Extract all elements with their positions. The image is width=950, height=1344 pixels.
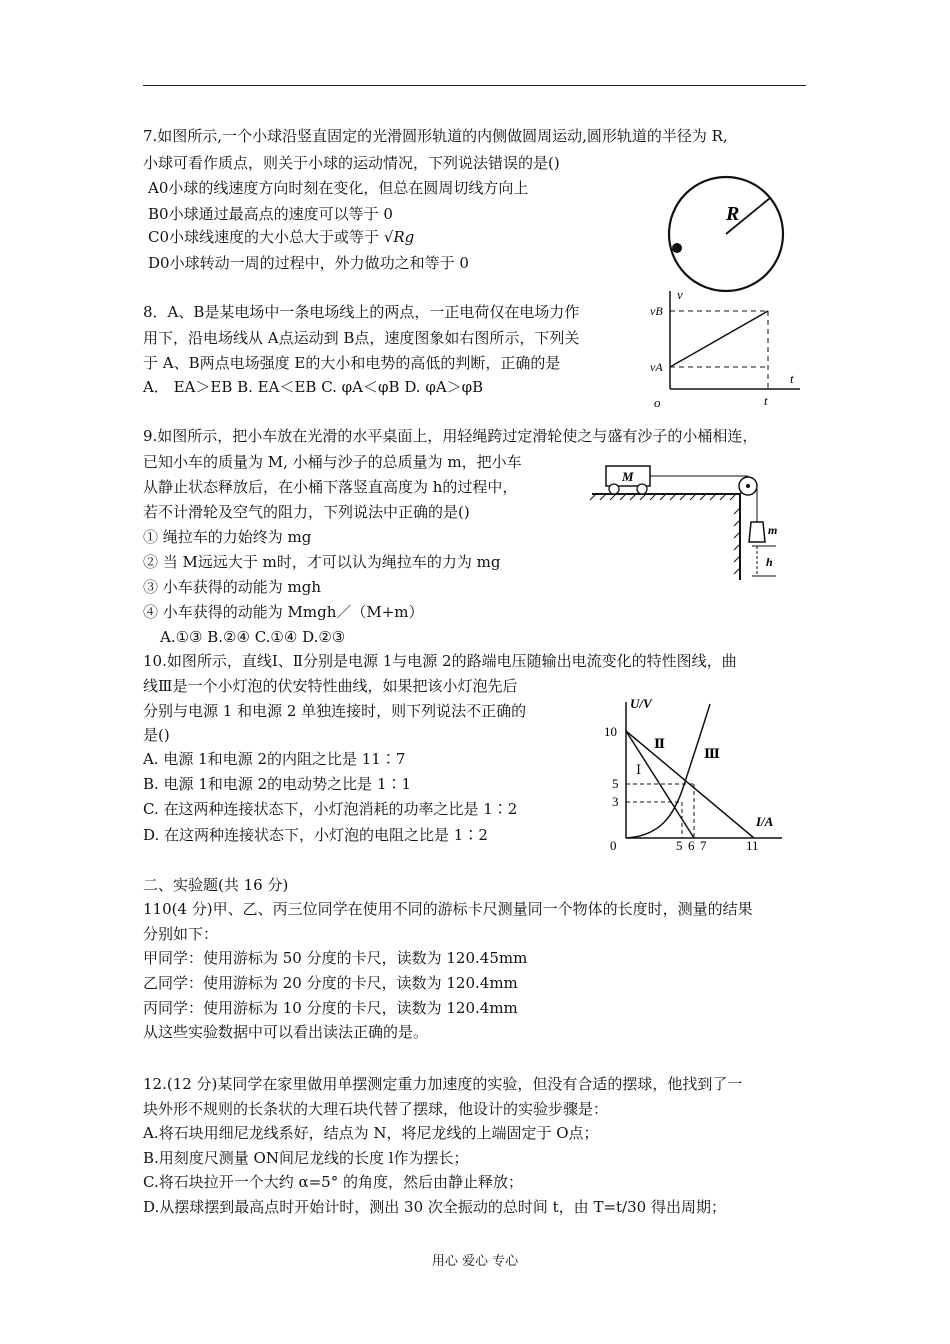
sand-bucket: [749, 522, 765, 542]
q7-stem-line1: 7.如图所示,一个小球沿竖直固定的光滑圆形轨道的内侧做圆周运动,圆形轨道的半径为 R,: [143, 127, 728, 145]
q10-option-a: A. 电源 1和电源 2的内阻之比是 11∶7: [143, 750, 406, 768]
q10-stem-line1: 10.如图所示，直线Ⅰ、Ⅱ分别是电源 1与电源 2的路端电压随输出电流变化的特性图线，曲: [143, 652, 737, 670]
q10-ui-graph: [600, 690, 790, 854]
q7-circle-figure: [664, 172, 788, 296]
vb-label: vB: [650, 304, 663, 318]
tick-u5: 5: [612, 776, 619, 791]
origin-label: 0: [610, 838, 617, 853]
t-value-label: t: [764, 393, 768, 408]
velocity-line: [670, 311, 768, 367]
q11-stem-line2: 分别如下：: [143, 925, 219, 943]
q8-stem-line2: 用下，沿电场线从 A点运动到 B点，速度图象如右图所示，下列关: [143, 329, 580, 347]
q11-student-b: 乙同学：使用游标为 20 分度的卡尺，读数为 120.4mm: [143, 974, 518, 992]
q7-stem-line2: 小球可看作质点，则关于小球的运动情况，下列说法错误的是(): [143, 154, 560, 172]
q9-cart-pulley-figure: [590, 458, 790, 588]
height-label: h: [766, 555, 773, 569]
q10-option-d: D. 在这两种连接状态下，小灯泡的电阻之比是 1∶2: [143, 826, 488, 844]
q9-stem-line1: 9.如图所示，把小车放在光滑的水平桌面上，用轻绳跨过定滑轮使之与盛有沙子的小桶相连，: [143, 427, 758, 445]
cart-wheel-left: [609, 484, 619, 494]
q7-option-c-sqrt: √Rg: [383, 228, 415, 246]
q7-option-a: A0小球的线速度方向时刻在变化，但总在圆周切线方向上: [148, 179, 529, 197]
q7-option-b: B0小球通过最高点的速度可以等于 0: [148, 205, 393, 223]
q7-option-c: C0小球线速度的大小总大于或等于: [148, 228, 380, 246]
tick-i7: 7: [700, 838, 707, 853]
i-axis-label: I/A: [756, 814, 774, 829]
label-II: Ⅱ: [654, 736, 665, 751]
q10-stem-line4: 是(): [143, 726, 170, 744]
radius-label: R: [726, 203, 740, 225]
q8-stem-line3: 于 A、B两点电场强度 E的大小和电势的高低的判断，正确的是: [143, 354, 561, 372]
page-footer: 用心 爱心 专心: [431, 1254, 519, 1269]
q9-stem-line2: 已知小车的质量为 M, 小桶与沙子的总质量为 m，把小车: [143, 453, 522, 471]
q12-step-a: A.将石块用细尼龙线系好，结点为 N，将尼龙线的上端固定于 O点；: [143, 1124, 599, 1142]
tick-i5: 5: [676, 838, 683, 853]
q11-conclusion: 从这些实验数据中可以看出读法正确的是。: [143, 1023, 429, 1041]
va-label: vA: [650, 360, 663, 374]
tick-u10: 10: [604, 724, 617, 739]
q10-stem-line3: 分别与电源 1 和电源 2 单独连接时，则下列说法不正确的: [143, 702, 527, 720]
section-2-title: 二、实验题(共 16 分): [143, 876, 289, 894]
q9-statement-3: ③ 小车获得的动能为 mgh: [143, 578, 322, 596]
q12-stem-line1: 12.(12 分)某同学在家里做用单摆测定重力加速度的实验，但没有合适的摆球，他找到了一: [143, 1075, 743, 1093]
q11-student-a: 甲同学：使用游标为 50 分度的卡尺，读数为 120.45mm: [143, 949, 528, 967]
cart-mass-label: M: [622, 469, 634, 484]
q12-step-d: D.从摆球摆到最高点时开始计时，测出 30 次全振动的总时间 t，由 T=t/30 得出周期；: [143, 1198, 726, 1216]
q7-option-c-line: [148, 227, 414, 247]
q11-stem-line1: 110(4 分)甲、乙、丙三位同学在使用不同的游标卡尺测量同一个物体的长度时，测量的结果: [143, 900, 753, 918]
t-axis-label: t: [790, 371, 794, 386]
q12-step-b: B.用刻度尺测量 ON间尼龙线的长度 l作为摆长；: [143, 1149, 469, 1167]
label-I: Ⅰ: [636, 762, 642, 777]
q8-options: A． EA＞EB B. EA＜EB C. φA＜φB D. φA＞φB: [143, 378, 484, 396]
ball: [672, 243, 682, 253]
q7-option-d: D0小球转动一周的过程中，外力做功之和等于 0: [148, 254, 469, 272]
q10-stem-line2: 线Ⅲ是一个小灯泡的伏安特性曲线，如果把该小灯泡先后: [143, 677, 518, 695]
tick-u3: 3: [612, 794, 619, 809]
q8-stem-line1: 8．A、B是某电场中一条电场线上的两点，一正电荷仅在电场力作: [143, 303, 580, 321]
cart-wheel-right: [637, 484, 647, 494]
q10-option-b: B. 电源 1和电源 2的电动势之比是 1∶1: [143, 775, 412, 793]
v-axis-label: v: [677, 287, 683, 302]
q9-stem-line3: 从静止状态释放后，在小桶下落竖直高度为 h的过程中，: [143, 478, 518, 496]
q12-step-c: C.将石块拉开一个大约 α=5° 的角度，然后由静止释放；: [143, 1173, 523, 1191]
q9-options: A.①③ B.②④ C.①④ D.②③: [160, 628, 346, 646]
origin-label: o: [654, 395, 661, 410]
q8-vt-graph: [640, 283, 810, 413]
q9-statement-2: ② 当 M远远大于 m时，才可以认为绳拉车的力为 mg: [143, 553, 501, 571]
q10-option-c: C. 在这两种连接状态下，小灯泡消耗的功率之比是 1∶2: [143, 800, 518, 818]
u-axis-label: U/V: [630, 696, 652, 711]
q9-statement-1: ① 绳拉车的力始终为 mg: [143, 528, 312, 546]
q12-stem-line2: 块外形不规则的长条状的大理石块代替了摆球，他设计的实验步骤是：: [143, 1100, 609, 1118]
q9-statement-4: ④ 小车获得的动能为 Mmgh／（M+m）: [143, 603, 424, 621]
header-rule: [143, 85, 806, 86]
label-III: Ⅲ: [704, 746, 720, 761]
tick-i6: 6: [688, 838, 695, 853]
tick-i11: 11: [746, 838, 759, 853]
q9-stem-line4: 若不计滑轮及空气的阻力，下列说法中正确的是(): [143, 503, 470, 521]
pulley-axle: [746, 484, 750, 488]
bucket-mass-label: m: [768, 523, 778, 537]
q11-student-c: 丙同学：使用游标为 10 分度的卡尺，读数为 120.4mm: [143, 999, 518, 1017]
